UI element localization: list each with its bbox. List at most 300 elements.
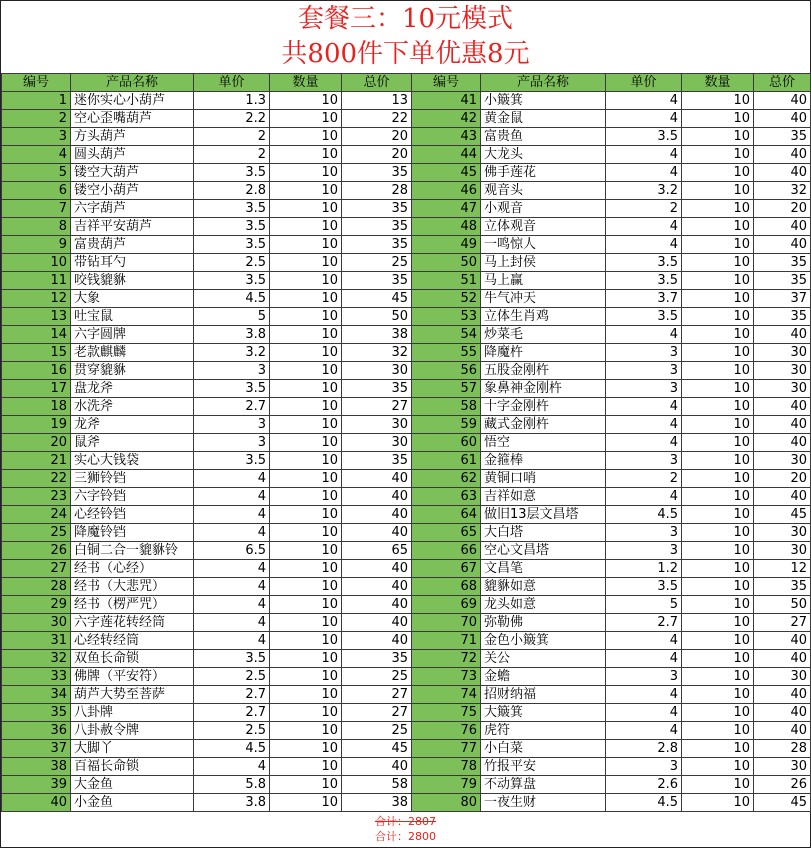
total-price: 40 bbox=[342, 614, 412, 632]
total-price: 13 bbox=[342, 92, 412, 110]
table-row bbox=[2, 272, 811, 290]
item-number: 42 bbox=[412, 110, 481, 128]
item-number: 30 bbox=[2, 614, 71, 632]
quantity: 10 bbox=[682, 722, 754, 740]
product-name: 经书（楞严咒） bbox=[71, 596, 194, 614]
product-name: 小白菜 bbox=[481, 740, 606, 758]
header-cell: 数量 bbox=[270, 74, 342, 92]
item-number: 62 bbox=[412, 470, 481, 488]
total-price: 40 bbox=[754, 434, 811, 452]
unit-price: 2 bbox=[194, 146, 270, 164]
total-price: 20 bbox=[754, 200, 811, 218]
item-number: 7 bbox=[2, 200, 71, 218]
item-number: 60 bbox=[412, 434, 481, 452]
product-name: 镂空小葫芦 bbox=[71, 182, 194, 200]
item-number: 59 bbox=[412, 416, 481, 434]
item-number: 56 bbox=[412, 362, 481, 380]
unit-price: 4 bbox=[606, 92, 682, 110]
table-row bbox=[2, 668, 811, 686]
total-price: 40 bbox=[754, 722, 811, 740]
item-number: 66 bbox=[412, 542, 481, 560]
unit-price: 3.5 bbox=[606, 272, 682, 290]
unit-price: 2.7 bbox=[194, 686, 270, 704]
item-number: 19 bbox=[2, 416, 71, 434]
item-number: 67 bbox=[412, 560, 481, 578]
product-name: 小观音 bbox=[481, 200, 606, 218]
table-row bbox=[2, 452, 811, 470]
item-number: 74 bbox=[412, 686, 481, 704]
product-name: 不动算盘 bbox=[481, 776, 606, 794]
quantity: 10 bbox=[682, 470, 754, 488]
unit-price: 3 bbox=[194, 434, 270, 452]
quantity: 10 bbox=[270, 308, 342, 326]
unit-price: 3.2 bbox=[606, 182, 682, 200]
quantity: 10 bbox=[682, 578, 754, 596]
product-name: 大脚丫 bbox=[71, 740, 194, 758]
unit-price: 4 bbox=[606, 434, 682, 452]
unit-price: 4 bbox=[194, 560, 270, 578]
total-price: 30 bbox=[754, 452, 811, 470]
product-name: 带钻耳勺 bbox=[71, 254, 194, 272]
product-name: 圆头葫芦 bbox=[71, 146, 194, 164]
total-price: 30 bbox=[754, 542, 811, 560]
total-price: 40 bbox=[754, 704, 811, 722]
total-price: 27 bbox=[754, 614, 811, 632]
unit-price: 3.8 bbox=[194, 794, 270, 812]
quantity: 10 bbox=[682, 632, 754, 650]
item-number: 68 bbox=[412, 578, 481, 596]
quantity: 10 bbox=[682, 704, 754, 722]
product-name: 立体观音 bbox=[481, 218, 606, 236]
total-price: 45 bbox=[754, 506, 811, 524]
unit-price: 4 bbox=[194, 524, 270, 542]
product-name: 招财纳福 bbox=[481, 686, 606, 704]
header-cell: 产品名称 bbox=[481, 74, 606, 92]
unit-price: 3.5 bbox=[194, 218, 270, 236]
quantity: 10 bbox=[270, 506, 342, 524]
item-number: 39 bbox=[2, 776, 71, 794]
unit-price: 5 bbox=[194, 308, 270, 326]
unit-price: 4 bbox=[606, 398, 682, 416]
product-name: 吉祥平安葫芦 bbox=[71, 218, 194, 236]
table-row bbox=[2, 308, 811, 326]
quantity: 10 bbox=[270, 128, 342, 146]
unit-price: 4 bbox=[606, 722, 682, 740]
quantity: 10 bbox=[682, 344, 754, 362]
product-name: 虎符 bbox=[481, 722, 606, 740]
table-row bbox=[2, 236, 811, 254]
item-number: 14 bbox=[2, 326, 71, 344]
quantity: 10 bbox=[682, 758, 754, 776]
total-price: 30 bbox=[754, 758, 811, 776]
item-number: 49 bbox=[412, 236, 481, 254]
quantity: 10 bbox=[682, 614, 754, 632]
quantity: 10 bbox=[270, 794, 342, 812]
total-final: 合计：2800 bbox=[375, 830, 436, 843]
quantity: 10 bbox=[682, 110, 754, 128]
quantity: 10 bbox=[682, 182, 754, 200]
quantity: 10 bbox=[682, 452, 754, 470]
header-cell: 单价 bbox=[606, 74, 682, 92]
quantity: 10 bbox=[682, 398, 754, 416]
table-row bbox=[2, 704, 811, 722]
unit-price: 4 bbox=[606, 164, 682, 182]
product-name: 吐宝鼠 bbox=[71, 308, 194, 326]
unit-price: 5.8 bbox=[194, 776, 270, 794]
quantity: 10 bbox=[270, 92, 342, 110]
quantity: 10 bbox=[682, 542, 754, 560]
header-cell: 总价 bbox=[342, 74, 412, 92]
table-row bbox=[2, 542, 811, 560]
total-price: 40 bbox=[754, 416, 811, 434]
unit-price: 3 bbox=[606, 542, 682, 560]
total-price: 40 bbox=[754, 488, 811, 506]
total-price: 50 bbox=[342, 308, 412, 326]
quantity: 10 bbox=[270, 578, 342, 596]
item-number: 16 bbox=[2, 362, 71, 380]
quantity: 10 bbox=[270, 254, 342, 272]
unit-price: 4 bbox=[194, 470, 270, 488]
table-row bbox=[2, 398, 811, 416]
table-row bbox=[2, 182, 811, 200]
item-number: 2 bbox=[2, 110, 71, 128]
unit-price: 3 bbox=[606, 380, 682, 398]
unit-price: 3 bbox=[606, 452, 682, 470]
quantity: 10 bbox=[682, 434, 754, 452]
table-row bbox=[2, 290, 811, 308]
unit-price: 4 bbox=[606, 686, 682, 704]
total-price: 35 bbox=[342, 218, 412, 236]
table-row bbox=[2, 758, 811, 776]
product-name: 吉祥如意 bbox=[481, 488, 606, 506]
product-name: 六字圆牌 bbox=[71, 326, 194, 344]
total-price: 35 bbox=[342, 272, 412, 290]
item-number: 48 bbox=[412, 218, 481, 236]
quantity: 10 bbox=[270, 524, 342, 542]
quantity: 10 bbox=[270, 398, 342, 416]
item-number: 40 bbox=[2, 794, 71, 812]
item-number: 55 bbox=[412, 344, 481, 362]
unit-price: 3 bbox=[194, 362, 270, 380]
product-name: 镂空大葫芦 bbox=[71, 164, 194, 182]
quantity: 10 bbox=[682, 668, 754, 686]
product-name: 富贵葫芦 bbox=[71, 236, 194, 254]
quantity: 10 bbox=[270, 650, 342, 668]
quantity: 10 bbox=[270, 776, 342, 794]
quantity: 10 bbox=[270, 488, 342, 506]
item-number: 80 bbox=[412, 794, 481, 812]
item-number: 15 bbox=[2, 344, 71, 362]
total-price: 26 bbox=[754, 776, 811, 794]
total-price: 27 bbox=[342, 398, 412, 416]
product-name: 富贵鱼 bbox=[481, 128, 606, 146]
product-name: 弥勒佛 bbox=[481, 614, 606, 632]
item-number: 65 bbox=[412, 524, 481, 542]
item-number: 38 bbox=[2, 758, 71, 776]
product-name: 关公 bbox=[481, 650, 606, 668]
total-price: 28 bbox=[342, 182, 412, 200]
item-number: 8 bbox=[2, 218, 71, 236]
product-name: 黄铜口哨 bbox=[481, 470, 606, 488]
total-price: 40 bbox=[754, 650, 811, 668]
quantity: 10 bbox=[270, 290, 342, 308]
quantity: 10 bbox=[270, 434, 342, 452]
total-price: 38 bbox=[342, 326, 412, 344]
unit-price: 3.5 bbox=[194, 164, 270, 182]
table-row bbox=[2, 632, 811, 650]
total-price: 40 bbox=[342, 578, 412, 596]
product-name: 大白塔 bbox=[481, 524, 606, 542]
header-cell: 编号 bbox=[412, 74, 481, 92]
total-price: 40 bbox=[754, 146, 811, 164]
unit-price: 3 bbox=[606, 524, 682, 542]
total-price: 58 bbox=[342, 776, 412, 794]
unit-price: 2.7 bbox=[194, 398, 270, 416]
quantity: 10 bbox=[682, 596, 754, 614]
unit-price: 1.3 bbox=[194, 92, 270, 110]
unit-price: 4 bbox=[606, 236, 682, 254]
quantity: 10 bbox=[270, 164, 342, 182]
unit-price: 2 bbox=[194, 128, 270, 146]
quantity: 10 bbox=[270, 704, 342, 722]
total-price: 30 bbox=[754, 344, 811, 362]
quantity: 10 bbox=[270, 326, 342, 344]
table-row bbox=[2, 776, 811, 794]
unit-price: 3.7 bbox=[606, 290, 682, 308]
total-price: 35 bbox=[342, 164, 412, 182]
product-name: 八卦牌 bbox=[71, 704, 194, 722]
unit-price: 4 bbox=[606, 632, 682, 650]
total-price: 40 bbox=[342, 758, 412, 776]
unit-price: 3 bbox=[606, 668, 682, 686]
item-number: 52 bbox=[412, 290, 481, 308]
item-number: 11 bbox=[2, 272, 71, 290]
total-price: 30 bbox=[754, 362, 811, 380]
quantity: 10 bbox=[270, 236, 342, 254]
item-number: 34 bbox=[2, 686, 71, 704]
total-price: 32 bbox=[754, 182, 811, 200]
unit-price: 3 bbox=[606, 344, 682, 362]
item-number: 69 bbox=[412, 596, 481, 614]
item-number: 4 bbox=[2, 146, 71, 164]
page-subtitle: 共800件下单优惠8元 bbox=[281, 39, 530, 69]
unit-price: 3.5 bbox=[194, 236, 270, 254]
quantity: 10 bbox=[682, 560, 754, 578]
unit-price: 4 bbox=[606, 146, 682, 164]
product-name: 大簸箕 bbox=[481, 704, 606, 722]
unit-price: 3 bbox=[606, 362, 682, 380]
unit-price: 3.8 bbox=[194, 326, 270, 344]
unit-price: 3.5 bbox=[606, 254, 682, 272]
quantity: 10 bbox=[270, 200, 342, 218]
quantity: 10 bbox=[682, 200, 754, 218]
total-price: 28 bbox=[754, 740, 811, 758]
total-price: 35 bbox=[342, 236, 412, 254]
total-price: 40 bbox=[754, 218, 811, 236]
header-cell: 单价 bbox=[194, 74, 270, 92]
header-cell: 编号 bbox=[2, 74, 71, 92]
product-name: 鼠斧 bbox=[71, 434, 194, 452]
unit-price: 4 bbox=[194, 578, 270, 596]
quantity: 10 bbox=[270, 344, 342, 362]
quantity: 10 bbox=[682, 650, 754, 668]
total-price: 45 bbox=[342, 740, 412, 758]
unit-price: 2 bbox=[606, 470, 682, 488]
unit-price: 2.8 bbox=[606, 740, 682, 758]
item-number: 54 bbox=[412, 326, 481, 344]
quantity: 10 bbox=[270, 560, 342, 578]
unit-price: 2.2 bbox=[194, 110, 270, 128]
unit-price: 3.5 bbox=[606, 128, 682, 146]
unit-price: 4.5 bbox=[194, 740, 270, 758]
table-row bbox=[2, 380, 811, 398]
unit-price: 4 bbox=[606, 326, 682, 344]
quantity: 10 bbox=[682, 740, 754, 758]
item-number: 29 bbox=[2, 596, 71, 614]
product-name: 方头葫芦 bbox=[71, 128, 194, 146]
unit-price: 4 bbox=[194, 614, 270, 632]
quantity: 10 bbox=[682, 686, 754, 704]
unit-price: 4 bbox=[606, 704, 682, 722]
total-price: 40 bbox=[754, 164, 811, 182]
quantity: 10 bbox=[270, 470, 342, 488]
table-row bbox=[2, 146, 811, 164]
unit-price: 4 bbox=[194, 488, 270, 506]
quantity: 10 bbox=[682, 254, 754, 272]
total-price: 40 bbox=[754, 236, 811, 254]
unit-price: 2.5 bbox=[194, 254, 270, 272]
item-number: 1 bbox=[2, 92, 71, 110]
product-name: 经书（大悲咒） bbox=[71, 578, 194, 596]
total-price: 25 bbox=[342, 254, 412, 272]
table-row bbox=[2, 110, 811, 128]
item-number: 77 bbox=[412, 740, 481, 758]
item-number: 9 bbox=[2, 236, 71, 254]
table-row bbox=[2, 794, 811, 812]
quantity: 10 bbox=[682, 380, 754, 398]
item-number: 76 bbox=[412, 722, 481, 740]
quantity: 10 bbox=[682, 488, 754, 506]
table-row bbox=[2, 740, 811, 758]
product-name: 六字铃铛 bbox=[71, 488, 194, 506]
unit-price: 4.5 bbox=[194, 290, 270, 308]
total-price: 40 bbox=[754, 686, 811, 704]
quantity: 10 bbox=[270, 722, 342, 740]
unit-price: 2.5 bbox=[194, 722, 270, 740]
product-name: 立体生肖鸡 bbox=[481, 308, 606, 326]
quantity: 10 bbox=[270, 272, 342, 290]
total-price: 45 bbox=[754, 794, 811, 812]
item-number: 20 bbox=[2, 434, 71, 452]
total-price: 45 bbox=[342, 290, 412, 308]
product-name: 心经铃铛 bbox=[71, 506, 194, 524]
table-row bbox=[2, 218, 811, 236]
item-number: 47 bbox=[412, 200, 481, 218]
quantity: 10 bbox=[270, 110, 342, 128]
product-name: 盘龙斧 bbox=[71, 380, 194, 398]
total-price: 40 bbox=[754, 326, 811, 344]
product-name: 大象 bbox=[71, 290, 194, 308]
unit-price: 3.5 bbox=[194, 200, 270, 218]
item-number: 46 bbox=[412, 182, 481, 200]
quantity: 10 bbox=[270, 362, 342, 380]
product-name: 小金鱼 bbox=[71, 794, 194, 812]
quantity: 10 bbox=[682, 416, 754, 434]
total-price: 35 bbox=[754, 308, 811, 326]
product-name: 贯穿貔貅 bbox=[71, 362, 194, 380]
total-price: 40 bbox=[342, 632, 412, 650]
unit-price: 4 bbox=[606, 488, 682, 506]
unit-price: 5 bbox=[606, 596, 682, 614]
item-number: 61 bbox=[412, 452, 481, 470]
item-number: 51 bbox=[412, 272, 481, 290]
product-name: 炒菜毛 bbox=[481, 326, 606, 344]
total-price: 35 bbox=[754, 254, 811, 272]
product-name: 貔貅如意 bbox=[481, 578, 606, 596]
product-name: 迷你实心小葫芦 bbox=[71, 92, 194, 110]
quantity: 10 bbox=[270, 740, 342, 758]
product-name: 竹报平安 bbox=[481, 758, 606, 776]
total-price: 35 bbox=[754, 128, 811, 146]
quantity: 10 bbox=[270, 380, 342, 398]
item-number: 72 bbox=[412, 650, 481, 668]
unit-price: 4.5 bbox=[606, 506, 682, 524]
product-name: 佛牌（平安符） bbox=[71, 668, 194, 686]
unit-price: 4 bbox=[606, 416, 682, 434]
product-name: 龙头如意 bbox=[481, 596, 606, 614]
item-number: 79 bbox=[412, 776, 481, 794]
total-price: 22 bbox=[342, 110, 412, 128]
table-row bbox=[2, 722, 811, 740]
table-row bbox=[2, 326, 811, 344]
product-name: 小簸箕 bbox=[481, 92, 606, 110]
product-name: 空心文昌塔 bbox=[481, 542, 606, 560]
product-name: 金色小簸箕 bbox=[481, 632, 606, 650]
table-row bbox=[2, 506, 811, 524]
product-name: 六字莲花转经筒 bbox=[71, 614, 194, 632]
total-price: 12 bbox=[754, 560, 811, 578]
total-price: 40 bbox=[754, 92, 811, 110]
item-number: 22 bbox=[2, 470, 71, 488]
item-number: 6 bbox=[2, 182, 71, 200]
totals bbox=[1, 814, 810, 844]
product-name: 悟空 bbox=[481, 434, 606, 452]
unit-price: 2.8 bbox=[194, 182, 270, 200]
quantity: 10 bbox=[270, 146, 342, 164]
table-row bbox=[2, 362, 811, 380]
item-number: 23 bbox=[2, 488, 71, 506]
unit-price: 3 bbox=[194, 416, 270, 434]
unit-price: 3 bbox=[606, 758, 682, 776]
product-name: 葫芦大势至菩萨 bbox=[71, 686, 194, 704]
total-price: 30 bbox=[754, 668, 811, 686]
quantity: 10 bbox=[682, 218, 754, 236]
unit-price: 2.7 bbox=[194, 704, 270, 722]
quantity: 10 bbox=[270, 686, 342, 704]
product-name: 咬钱貔貅 bbox=[71, 272, 194, 290]
table-row bbox=[2, 416, 811, 434]
total-price: 65 bbox=[342, 542, 412, 560]
quantity: 10 bbox=[270, 542, 342, 560]
item-number: 31 bbox=[2, 632, 71, 650]
unit-price: 4 bbox=[194, 758, 270, 776]
item-number: 64 bbox=[412, 506, 481, 524]
quantity: 10 bbox=[682, 326, 754, 344]
item-number: 17 bbox=[2, 380, 71, 398]
product-name: 五股金刚杵 bbox=[481, 362, 606, 380]
product-name: 实心大钱袋 bbox=[71, 452, 194, 470]
total-original: 合计：2807 bbox=[375, 815, 436, 828]
